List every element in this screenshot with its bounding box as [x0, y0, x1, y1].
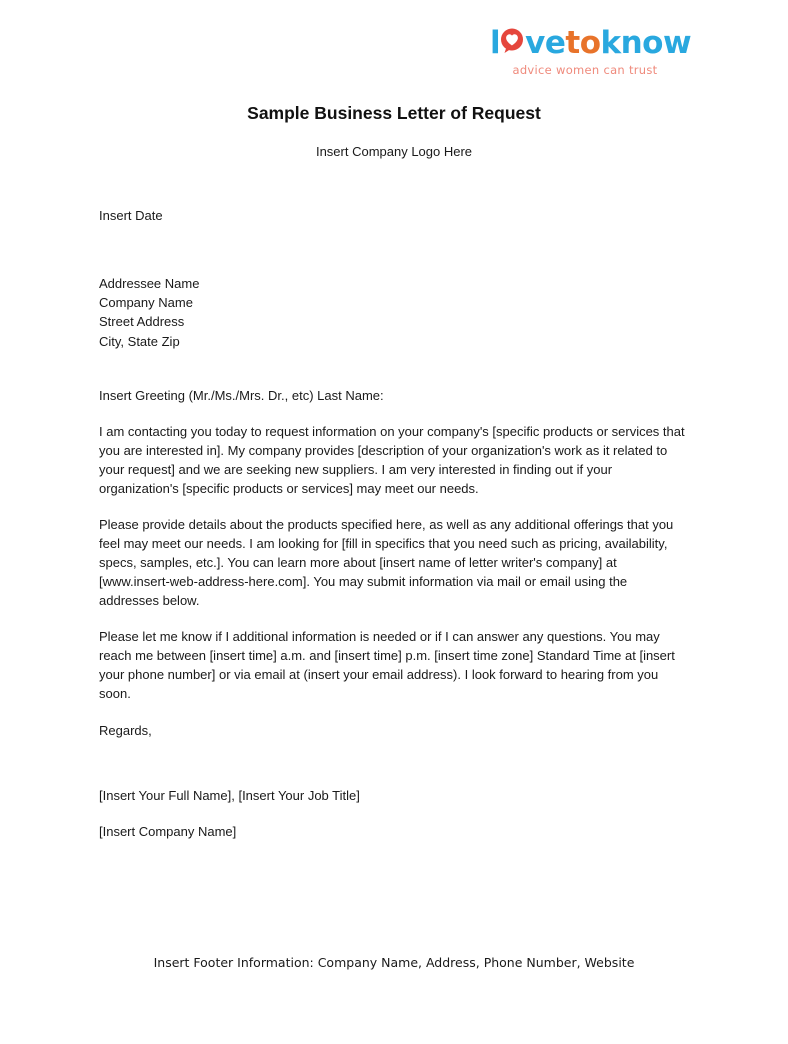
document-footer: Insert Footer Information: Company Name, Address, Phone Number, Website	[153, 955, 635, 970]
addressee-city-state-zip: City, State Zip	[99, 333, 180, 349]
logo-letter-l: l	[490, 25, 501, 61]
body-paragraph-1: I am contacting you today to request information on your company's [specific products or services that you are interested in]. My company provides [description of your organization's work as it related to your request] and we are seeking new suppliers. I am very interested in finding out if your organization's [specific products or services] may meet our needs.	[99, 423, 685, 496]
logo-letters-to: to	[565, 25, 601, 61]
letter-body	[99, 206, 687, 841]
logo-letters-know: know	[600, 25, 692, 61]
page-title: Sample Business Letter of Request	[247, 103, 541, 123]
addressee-street: Street Address	[99, 314, 185, 330]
company-logo-placeholder: Insert Company Logo Here	[315, 144, 473, 159]
addressee-block	[99, 274, 687, 351]
lovetoknow-logo[interactable]	[490, 25, 692, 77]
addressee-name: Addressee Name	[99, 276, 200, 291]
speech-bubble-heart-icon	[499, 28, 525, 53]
logo-wordmark	[490, 25, 692, 62]
signature-name-title: [Insert Your Full Name], [Insert Your Job Title]	[99, 787, 360, 803]
signature-company: [Insert Company Name]	[99, 823, 237, 839]
addressee-company: Company Name	[99, 295, 193, 311]
logo-tagline: advice women can trust	[512, 63, 658, 77]
date-placeholder: Insert Date	[99, 208, 163, 223]
salutation: Insert Greeting (Mr./Ms./Mrs. Dr., etc) Last Name:	[99, 387, 384, 403]
body-paragraph-2: Please provide details about the products specified here, as well as any additional offerings that you feel may meet our needs. I am looking for [fill in specifics that you need such as pricing, availability, specs, samples, etc.]. You can learn more about [insert name of letter writer's company] at [www.insert-web-address-here.com]. You may submit information via mail or email using the addresses below.	[99, 516, 674, 608]
logo-letters-ve: ve	[525, 25, 566, 61]
body-paragraph-3: Please let me know if I additional information is needed or if I can answer any questions. You may reach me between [insert time] a.m. and [insert time] p.m. [insert time zone] Standard Time at [insert your phone number] or via email at (insert your email address). I look forward to hearing from you soon.	[99, 628, 675, 701]
closing-line: Regards,	[99, 722, 152, 738]
